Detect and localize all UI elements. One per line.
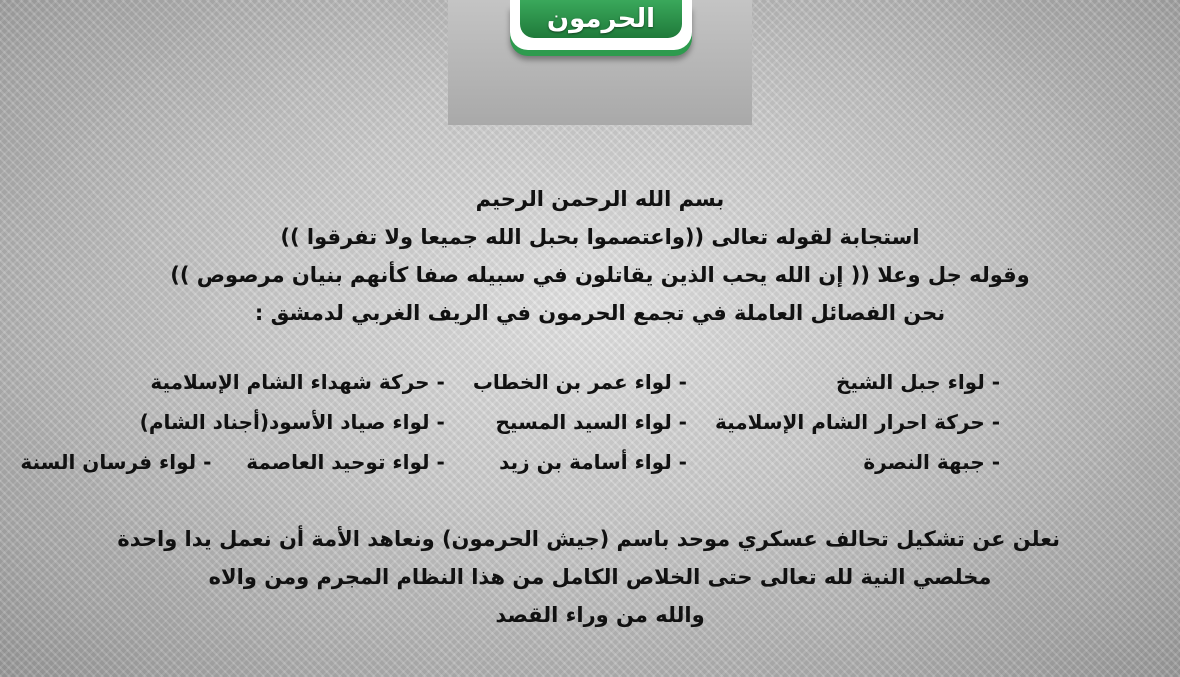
factions-row xyxy=(6,362,1060,402)
faction-item-pair xyxy=(6,442,458,482)
factions-row xyxy=(6,442,1060,482)
logo-badge xyxy=(510,0,692,50)
faction-item: - حركة احرار الشام الإسلامية xyxy=(714,410,1000,434)
faction-item: - حركة شهداء الشام الإسلامية xyxy=(150,370,445,394)
faction-item: - لواء عمر بن الخطاب xyxy=(472,370,687,394)
logo-emblem xyxy=(520,0,682,38)
basmala: بسم الله الرحمن الرحيم xyxy=(475,187,725,211)
faction-item: - جبهة النصرة xyxy=(863,450,1000,474)
faction-item: - لواء صياد الأسود(أجناد الشام) xyxy=(139,410,445,434)
faction-item: - لواء جبل الشيخ xyxy=(835,370,1000,394)
faction-item: - لواء أسامة بن زيد xyxy=(499,450,687,474)
faction-item: - لواء توحيد العاصمة xyxy=(246,450,445,474)
logo-text: الحرمون xyxy=(546,4,656,34)
announcement-line-1: نعلن عن تشكيل تحالف عسكري موحد باسم (جيش الحرمون) ونعاهد الأمة أن نعمل يدا واحدة xyxy=(117,527,1060,551)
statement-body xyxy=(20,180,1060,634)
verse-line-1: استجابة لقوله تعالى ((واعتصموا بحبل الله جميعا ولا تفرقوا )) xyxy=(280,225,920,249)
intro-line: نحن الفصائل العاملة في تجمع الحرمون في الريف الغربي لدمشق : xyxy=(254,301,946,325)
announcement-line-3: والله من وراء القصد xyxy=(495,603,705,627)
logo-panel xyxy=(448,0,752,125)
factions-row xyxy=(6,402,1060,442)
announcement-line-2: مخلصي النية لله تعالى حتى الخلاص الكامل من هذا النظام المجرم ومن والاه xyxy=(208,565,992,589)
verse-line-2: وقوله جل وعلا (( إن الله يحب الذين يقاتلون في سبيله صفا كأنهم بنيان مرصوص )) xyxy=(170,263,1030,287)
faction-item: - لواء السيد المسيح xyxy=(495,410,687,434)
faction-item: - لواء فرسان السنة xyxy=(20,450,212,474)
factions-list xyxy=(6,362,1060,482)
faction-item xyxy=(459,442,701,482)
